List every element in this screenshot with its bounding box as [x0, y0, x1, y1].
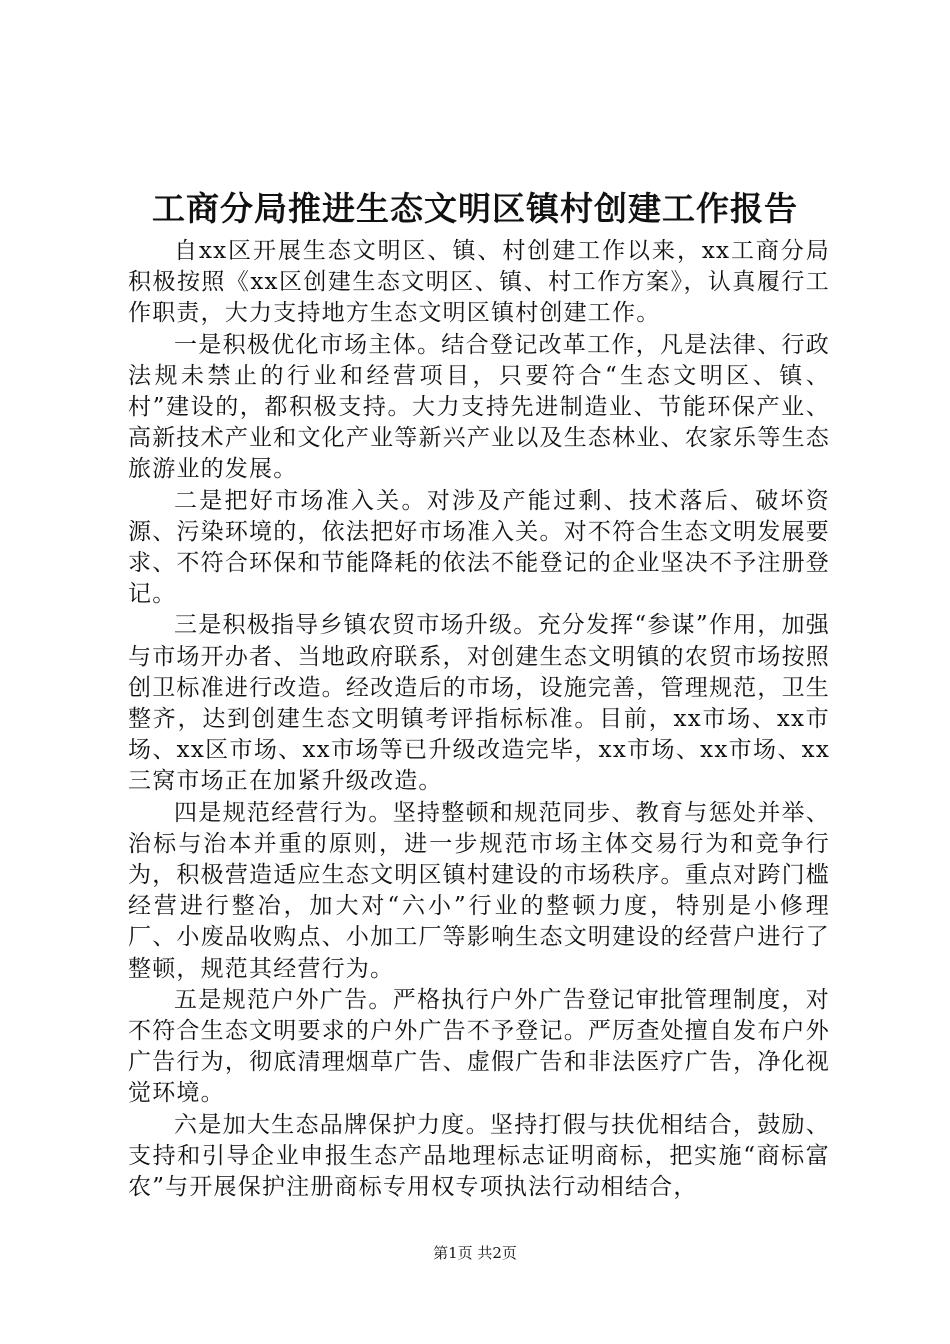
page-footer: 第1页 共2页	[433, 1244, 517, 1262]
paragraph-5: 五是规范户外广告。严格执行户外广告登记审批管理制度，对不符合生态文明要求的户外广告不予登记。严厉查处擅自发布户外广告行为，彻底清理烟草广告、虚假广告和非法医疗广告，净化视觉环境。	[128, 986, 830, 1107]
paragraph-4: 四是规范经营行为。坚持整顿和规范同步、教育与惩处并举、治标与治本并重的原则，进一步规范市场主体交易行为和竞争行为，积极营造适应生态文明区镇村建设的市场秩序。重点对跨门槛经营进行整冶，加大对“六小”行业的整顿力度，特别是小修理厂、小废品收购点、小加工厂等影响生态文明建设的经营户进行了整顿，规范其经营行为。	[128, 799, 830, 982]
document-title: 工商分局推进生态文明区镇村创建工作报告	[152, 189, 798, 228]
paragraph-3: 三是积极指导乡镇农贸市场升级。充分发挥“参谋”作用，加强与市场开办者、当地政府联系，对创建生态文明镇的农贸市场按照创卫标准进行改造。经改造后的市场，设施完善，管理规范，卫生整齐，达到创建生态文明镇考评指标标准。目前，xx市场、xx市场、xx区市场、xx市场等已升级改造完毕，xx市场、xx市场、xx三窝市场正在加紧升级改造。	[128, 612, 830, 795]
document-body	[128, 236, 830, 1203]
paragraph-intro: 自xx区开展生态文明区、镇、村创建工作以来，xx工商分局积极按照《xx区创建生态文明区、镇、村工作方案》，认真履行工作职责，大力支持地方生态文明区镇村创建工作。	[128, 238, 830, 327]
paragraph-1: 一是积极优化市场主体。结合登记改革工作，凡是法律、行政法规未禁止的行业和经营项目，只要符合“生态文明区、镇、村”建设的，都积极支持。大力支持先进制造业、节能环保产业、高新技术产业和文化产业等新兴产业以及生态林业、农家乐等生态旅游业的发展。	[128, 331, 830, 483]
paragraph-6: 六是加大生态品牌保护力度。坚持打假与扶优相结合，鼓励、支持和引导企业申报生态产品地理标志证明商标，把实施“商标富农”与开展保护注册商标专用权专项执法行动相结合，	[128, 1111, 830, 1201]
paragraph-2: 二是把好市场准入关。对涉及产能过剩、技术落后、破坏资源、污染环境的，依法把好市场准入关。对不符合生态文明发展要求、不符合环保和节能降耗的依法不能登记的企业坚决不予注册登记。	[128, 487, 830, 608]
